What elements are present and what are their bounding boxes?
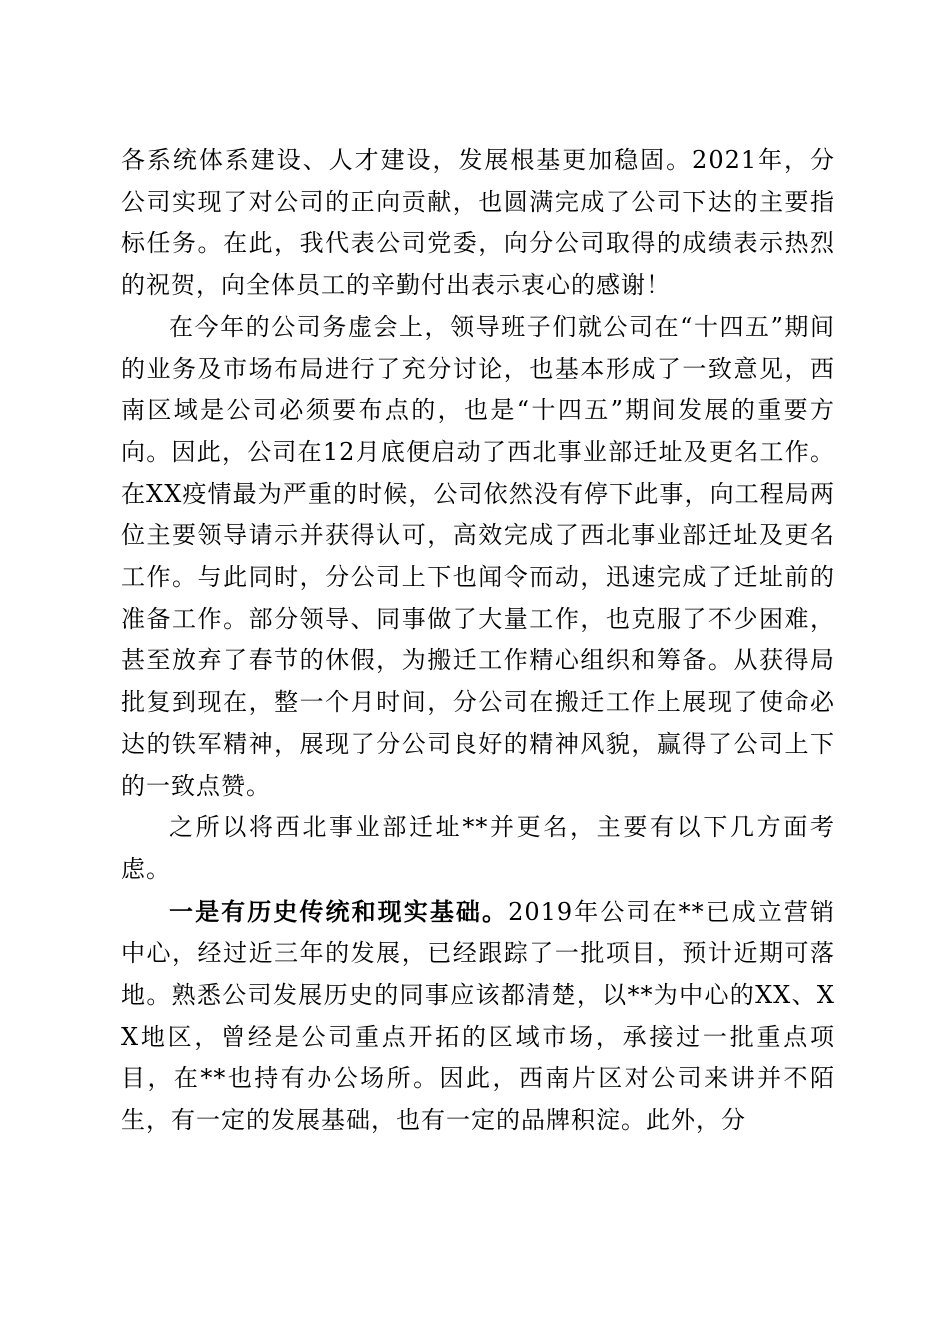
paragraph-reason-one bbox=[121, 891, 835, 1142]
paragraph-relocation bbox=[121, 307, 835, 807]
paragraph-achievements bbox=[121, 140, 835, 307]
paragraph-text: 之所以将西北事业部迁址**并更名，主要有以下几方面考虑。 bbox=[121, 813, 835, 883]
paragraph-reasons-intro bbox=[121, 807, 835, 890]
paragraph-lead-heading: 一是有历史传统和现实基础。 bbox=[169, 896, 509, 926]
paragraph-text: 各系统体系建设、人才建设，发展根基更加稳固。2021年，分公司实现了对公司的正向贡献，也圆满完成了公司下达的主要指标任务。在此，我代表公司党委，向分公司取得的成绩表示热烈的祝贺，向全体员工的辛勤付出表示衷心的感谢！ bbox=[121, 146, 835, 300]
paragraph-text: 在今年的公司务虚会上，领导班子们就公司在“十四五”期间的业务及市场布局进行了充分讨论，也基本形成了一致意见，西南区域是公司必须要布点的，也是“十四五”期间发展的重要方向。因此，公司在12月底便启动了西北事业部迁址及更名工作。在XX疫情最为严重的时候，公司依然没有停下此事，向工程局两位主要领导请示并获得认可，高效完成了西北事业部迁址及更名工作。与此同时，分公司上下也闻令而动，迅速完成了迁址前的准备工作。部分领导、同事做了大量工作，也克服了不少困难，甚至放弃了春节的休假，为搬迁工作精心组织和筹备。从获得局批复到现在，整一个月时间，分公司在搬迁工作上展现了使命必达的铁军精神，展现了分公司良好的精神风貌，赢得了公司上下的一致点赞。 bbox=[121, 312, 835, 800]
paragraph-text: 2019年公司在**已成立营销中心，经过近三年的发展，已经跟踪了一批项目，预计近期可落地。熟悉公司发展历史的同事应该都清楚，以**为中心的XX、XX地区，曾经是公司重点开拓的区域市场，承接过一批重点项目，在**也持有办公场所。因此，西南片区对公司来讲并不陌生，有一定的发展基础，也有一定的品牌积淀。此外，分 bbox=[121, 897, 836, 1135]
